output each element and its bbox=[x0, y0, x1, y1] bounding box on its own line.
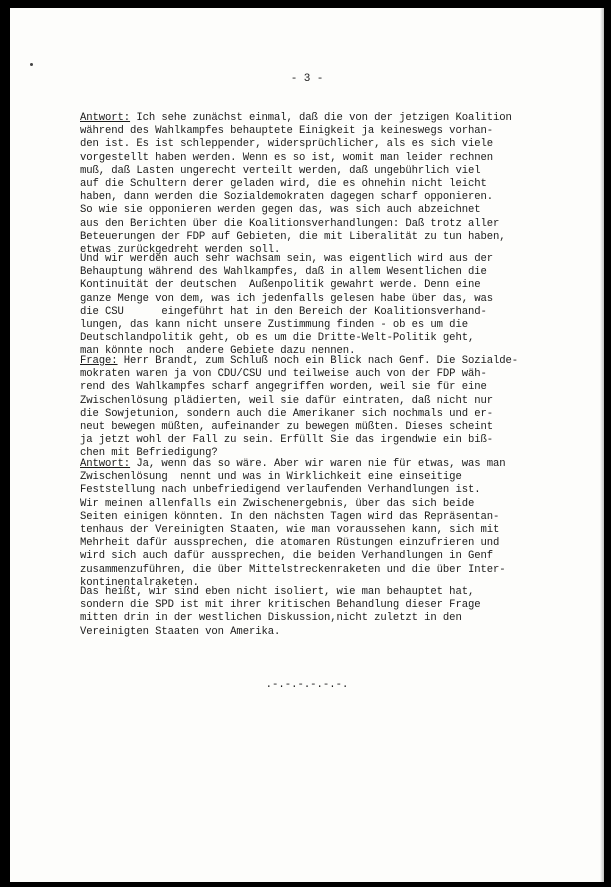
answer-block-2-continued bbox=[80, 586, 570, 639]
text-line: die Sowjetunion, sondern auch die Amerikaner sich nochmals und er- bbox=[80, 407, 493, 420]
page-edge-shadow bbox=[600, 8, 604, 882]
text-line: rend des Wahlkampfes scharf angegriffen worden, weil sie für eine bbox=[80, 381, 487, 394]
answer-block-1-continued bbox=[80, 253, 570, 359]
text-line: So wie sie opponieren werden gegen das, was sich auch abzeichnet bbox=[80, 204, 481, 217]
text-line: Antwort: Ich sehe zunächst einmal, daß die von der jetzigen Koalition bbox=[80, 112, 512, 124]
paragraph bbox=[80, 458, 570, 590]
text-line: Wir meinen allenfalls ein Zwischenergebnis, über das sich beide bbox=[80, 497, 475, 510]
text-line: tenhaus der Vereinigten Staaten, wie man voraussehen kann, sich mit bbox=[80, 524, 500, 537]
text-line: chen mit Befriedigung? bbox=[80, 447, 218, 460]
question-block bbox=[80, 355, 570, 461]
text-line: auf die Schultern derer geladen wird, die es ohnehin nicht leicht bbox=[80, 178, 487, 191]
text-line: aus den Berichten über die Koalitionsverhandlungen: Daß trotz aller bbox=[80, 217, 500, 230]
text-line: Kontinuität der deutschen Außenpolitik gewahrt werde. Denn eine bbox=[80, 279, 481, 292]
text-line: Behauptung während des Wahlkampfes, daß in allem Wesentlichen die bbox=[80, 266, 487, 279]
text-line: ja jetzt wohl der Fall zu sein. Erfüllt Sie das irgendwie ein biß- bbox=[80, 434, 493, 447]
text-line: mitten drin in der westlichen Diskussion,nicht zuletzt in den bbox=[80, 612, 462, 625]
text-line: den ist. Es ist schleppender, widersprüchlicher, als es sich viele bbox=[80, 138, 493, 151]
text-line: Seiten einigen könnten. In den nächsten Tagen wird das Repräsentan- bbox=[80, 510, 500, 523]
document-page bbox=[10, 8, 604, 882]
text-line: muß, daß Lasten ungerecht verteilt werden, daß ungebührlich viel bbox=[80, 164, 481, 177]
text-line: während des Wahlkampfes behauptete Einigkeit ja keineswegs vorhan- bbox=[80, 125, 493, 138]
text-line: Und wir werden auch sehr wachsam sein, was eigentlich wird aus der bbox=[80, 253, 493, 265]
page-number: - 3 - bbox=[290, 73, 324, 85]
answer-block-1 bbox=[80, 112, 570, 257]
end-mark: .-.-.-.-.-.-. bbox=[265, 679, 349, 691]
text-line: sondern die SPD ist mit ihrer kritischen Behandlung dieser Frage bbox=[80, 599, 481, 612]
speaker-label: Antwort: bbox=[80, 458, 131, 470]
scan-speck bbox=[30, 63, 33, 66]
text-line: Vereinigten Staaten von Amerika. bbox=[80, 625, 281, 638]
text-line: haben, dann werden die Sozialdemokraten dagegen scharf opponieren. bbox=[80, 191, 493, 204]
answer-block-2 bbox=[80, 458, 570, 590]
text-line: lungen, das kann nicht unsere Zustimmung finden - ob es um die bbox=[80, 319, 468, 332]
speaker-label: Antwort: bbox=[80, 112, 131, 124]
text-line: ganze Menge von dem, was ich jedenfalls gelesen habe über das, was bbox=[80, 292, 493, 305]
paragraph bbox=[80, 355, 570, 461]
text-line: Zwischenlösung nennt und was in Wirklichkeit eine einseitige bbox=[80, 471, 462, 484]
text-line: Feststellung nach unbefriedigend verlaufenden Verhandlungen ist. bbox=[80, 484, 481, 497]
text-line: mokraten waren ja von CDU/CSU und teilweise auch von der FDP wäh- bbox=[80, 368, 487, 381]
text-line: zusammenzuführen, die über Mittelstreckenraketen und die über Inter- bbox=[80, 563, 506, 576]
text-line: Frage: Herr Brandt, zum Schluß noch ein Blick nach Genf. Die Sozialde- bbox=[80, 355, 519, 367]
text-line: man könnte noch andere Gebiete dazu nennen. bbox=[80, 345, 356, 358]
paragraph bbox=[80, 112, 570, 257]
speaker-label: Frage: bbox=[80, 355, 118, 367]
text-line: kontinentalraketen. bbox=[80, 576, 199, 589]
text-line: Deutschlandpolitik geht, ob es um die Dritte-Welt-Politik geht, bbox=[80, 332, 475, 345]
text-line: Mehrheit dafür aussprechen, die atomaren Rüstungen einzufrieren und bbox=[80, 537, 500, 550]
paragraph bbox=[80, 586, 570, 639]
text-line: Antwort: Ja, wenn das so wäre. Aber wir waren nie für etwas, was man bbox=[80, 458, 506, 470]
text-line: vorgestellt haben werden. Wenn es so ist, womit man leider rechnen bbox=[80, 151, 493, 164]
paragraph bbox=[80, 253, 570, 359]
text-line: etwas zurückgedreht werden soll. bbox=[80, 244, 281, 257]
text-line: neut bewegen müßten, aufeinander zu bewegen müßten. Dieses scheint bbox=[80, 421, 493, 434]
text-line: Das heißt, wir sind eben nicht isoliert, wie man behauptet hat, bbox=[80, 586, 475, 598]
text-line: die CSU eingeführt hat in den Bereich der Koalitionsverhand- bbox=[80, 305, 487, 318]
text-line: Zwischenlösung plädierten, weil sie dafür eintraten, daß nicht nur bbox=[80, 394, 493, 407]
text-line: Beteuerungen der FDP auf Gebieten, die mit Liberalität zu tun haben, bbox=[80, 230, 506, 243]
text-line: wird sich auch dafür aussprechen, die beiden Verhandlungen in Genf bbox=[80, 550, 493, 563]
